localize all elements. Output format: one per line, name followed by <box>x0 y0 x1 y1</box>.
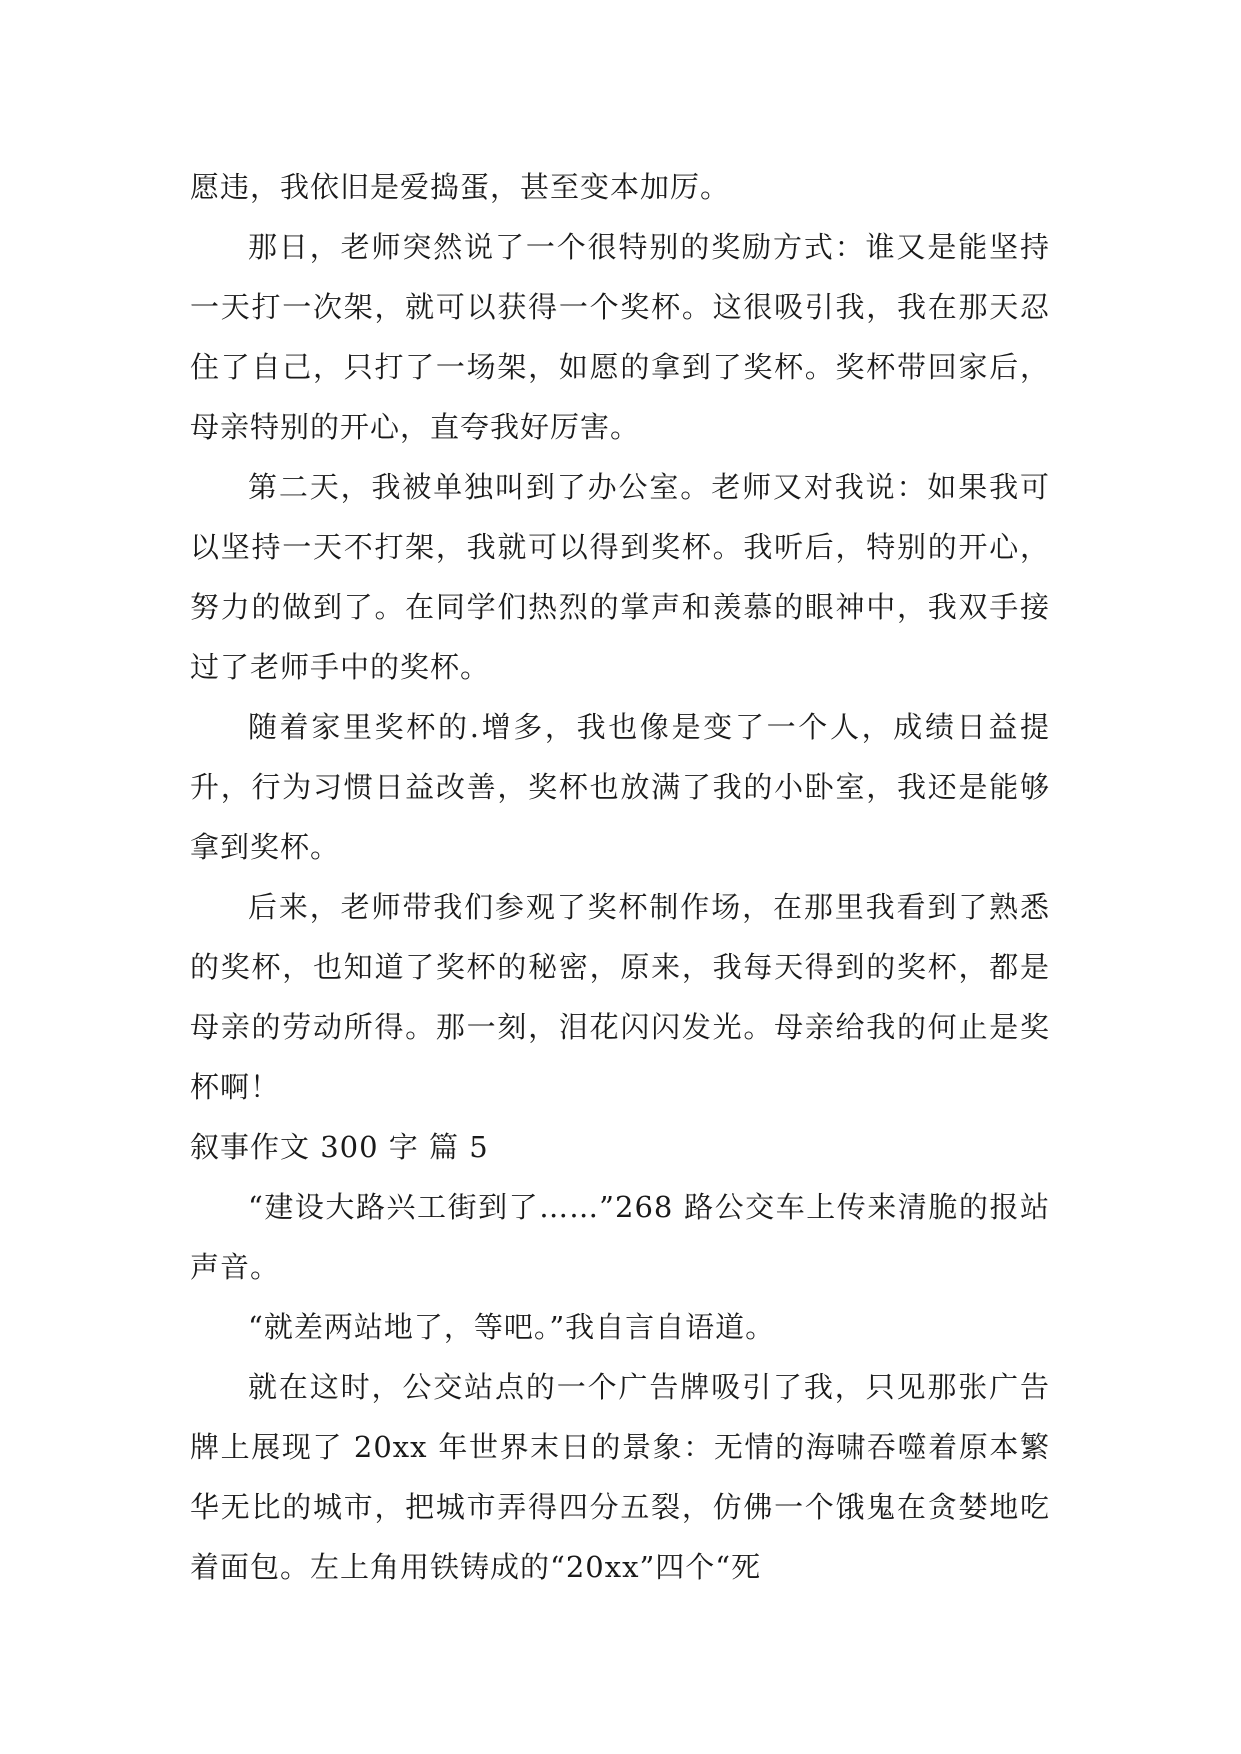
paragraph: “就差两站地了，等吧。”我自言自语道。 <box>248 1310 776 1344</box>
paragraph: 第二天，我被单独叫到了办公室。老师又对我说：如果我可以坚持一天不打架，我就可以得到奖杯。我听后，特别的开心，努力的做到了。在同学们热烈的掌声和羡慕的眼神中，我双手接过了老师手中的奖杯。 <box>190 470 1050 684</box>
section-heading: 叙事作文 300 字 篇 5 <box>190 1130 489 1164</box>
paragraph: 就在这时，公交站点的一个广告牌吸引了我，只见那张广告牌上展现了 20xx 年世界末日的景象：无情的海啸吞噬着原本繁华无比的城市，把城市弄得四分五裂，仿佛一个饿鬼在贪婪地吃着面包。左上角用铁铸成的“20xx”四个“死 <box>190 1370 1050 1584</box>
paragraph: 后来，老师带我们参观了奖杯制作场，在那里我看到了熟悉的奖杯，也知道了奖杯的秘密，原来，我每天得到的奖杯，都是母亲的劳动所得。那一刻，泪花闪闪发光。母亲给我的何止是奖杯啊！ <box>190 890 1050 1104</box>
paragraph: “建设大路兴工街到了……”268 路公交车上传来清脆的报站声音。 <box>190 1190 1050 1284</box>
document-body <box>190 157 1050 1597</box>
paragraph: 那日，老师突然说了一个很特别的奖励方式：谁又是能坚持一天打一次架，就可以获得一个奖杯。这很吸引我，我在那天忍住了自己，只打了一场架，如愿的拿到了奖杯。奖杯带回家后，母亲特别的开心，直夸我好厉害。 <box>190 230 1050 444</box>
paragraph: 随着家里奖杯的.增多，我也像是变了一个人，成绩日益提升，行为习惯日益改善，奖杯也放满了我的小卧室，我还是能够拿到奖杯。 <box>190 710 1050 864</box>
paragraph: 愿违，我依旧是爱捣蛋，甚至变本加厉。 <box>190 170 731 204</box>
